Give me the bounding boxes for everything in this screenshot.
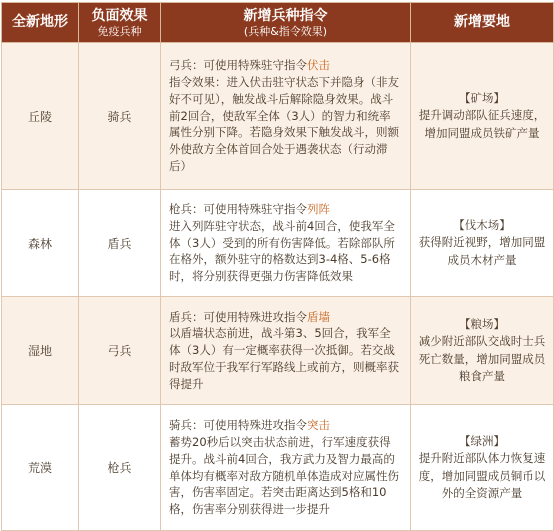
command-body: 进入列阵驻守状态，战斗前4回合，使我军全体（3人）受到的所有伤害降低。若除部队所在格外，额外驻守的格数达到3-4格、5-6格时，将分别获得更强力伤害降低效果 (169, 218, 395, 284)
table-row (2, 297, 554, 405)
command-title (169, 201, 402, 218)
command-prefix: 盾兵：可使用特殊进攻指令 (169, 309, 307, 324)
landmark-name: 【绿洲】 (459, 433, 505, 448)
landmark-cell (411, 405, 554, 531)
terrain-cell: 森林 (2, 190, 79, 297)
header-landmark-label: 新增要地 (454, 14, 510, 30)
command-prefix: 弓兵：可使用特殊驻守指令 (169, 58, 307, 73)
command-cell (161, 405, 411, 531)
landmark-cell (411, 43, 554, 190)
header-terrain (2, 3, 79, 43)
terrain-cell: 湿地 (2, 297, 79, 405)
header-command-label: 新增兵种指令 (243, 7, 328, 24)
command-name: 列阵 (307, 202, 330, 216)
immune-cell: 弓兵 (79, 297, 161, 405)
immune-cell: 骑兵 (79, 43, 161, 190)
immune-cell: 盾兵 (79, 190, 161, 297)
table-row (2, 405, 554, 531)
table-header-row (2, 3, 554, 43)
header-command-sub: (兵种&指令效果) (243, 24, 328, 38)
command-name: 突击 (307, 418, 330, 433)
command-body: 指令效果：进入伏击驻守状态下并隐身（非友好不可见），触发战斗后解除隐身效果。战斗前2回合，使敌军全体（3人）的智力和统率属性分别下降。若隐身效果下触发战斗，则额外使敌方全体首回合处于遇袭状态（行动滞后） (169, 75, 399, 173)
command-prefix: 骑兵：可使用特殊进攻指令 (169, 418, 307, 433)
command-name: 盾墙 (307, 309, 330, 324)
landmark-desc: 减少附近部队交战时士兵死亡数量，增加同盟成员粮食产量 (418, 334, 546, 383)
header-negative (79, 3, 161, 43)
header-landmark (411, 3, 554, 43)
header-command (161, 3, 411, 43)
landmark-cell (411, 297, 554, 405)
command-name: 伏击 (307, 58, 330, 73)
command-title (169, 417, 402, 434)
header-terrain-label: 全新地形 (12, 14, 68, 30)
table-row (2, 43, 554, 190)
landmark-name: 【粮场】 (459, 316, 505, 331)
table-row (2, 190, 554, 297)
landmark-desc: 获得附近视野，增加同盟成员木材产量 (418, 235, 546, 267)
command-title (169, 57, 402, 74)
command-cell (161, 190, 411, 297)
landmark-name: 【矿场】 (459, 90, 505, 105)
command-cell (161, 43, 411, 190)
command-body: 以盾墙状态前进，战斗第3、5回合，我军全体（3人）有一定概率获得一次抵御。若交战时敌军位于我军行军路线上或前方，则概率获得提升 (169, 326, 399, 391)
landmark-desc: 提升调动部队征兵速度，增加同盟成员铁矿产量 (418, 108, 546, 140)
landmark-desc: 提升附近部队体力恢复速度，增加同盟成员铜币以外的全资源产量 (418, 451, 546, 500)
landmark-name: 【伐木场】 (453, 217, 511, 232)
landmark-cell (411, 190, 554, 297)
command-title (169, 309, 402, 326)
header-negative-label: 负面效果 (91, 7, 148, 24)
terrain-cell: 荒漠 (2, 405, 79, 531)
command-cell (161, 297, 411, 405)
terrain-table (1, 2, 554, 531)
immune-cell: 枪兵 (79, 405, 161, 531)
command-body: 蓄势20秒后以突击状态前进，行军速度获得提升。战斗前4回合，我方武力及智力最高的单体均有概率对敌方随机单体造成对应属性伤害，伤害率固定。若突击距离达到5格和10格，伤害率分别获得进一步提升 (169, 434, 399, 517)
command-prefix: 枪兵：可使用特殊驻守指令 (169, 202, 307, 216)
terrain-cell: 丘陵 (2, 43, 79, 190)
header-negative-sub: 免疫兵种 (97, 24, 142, 38)
